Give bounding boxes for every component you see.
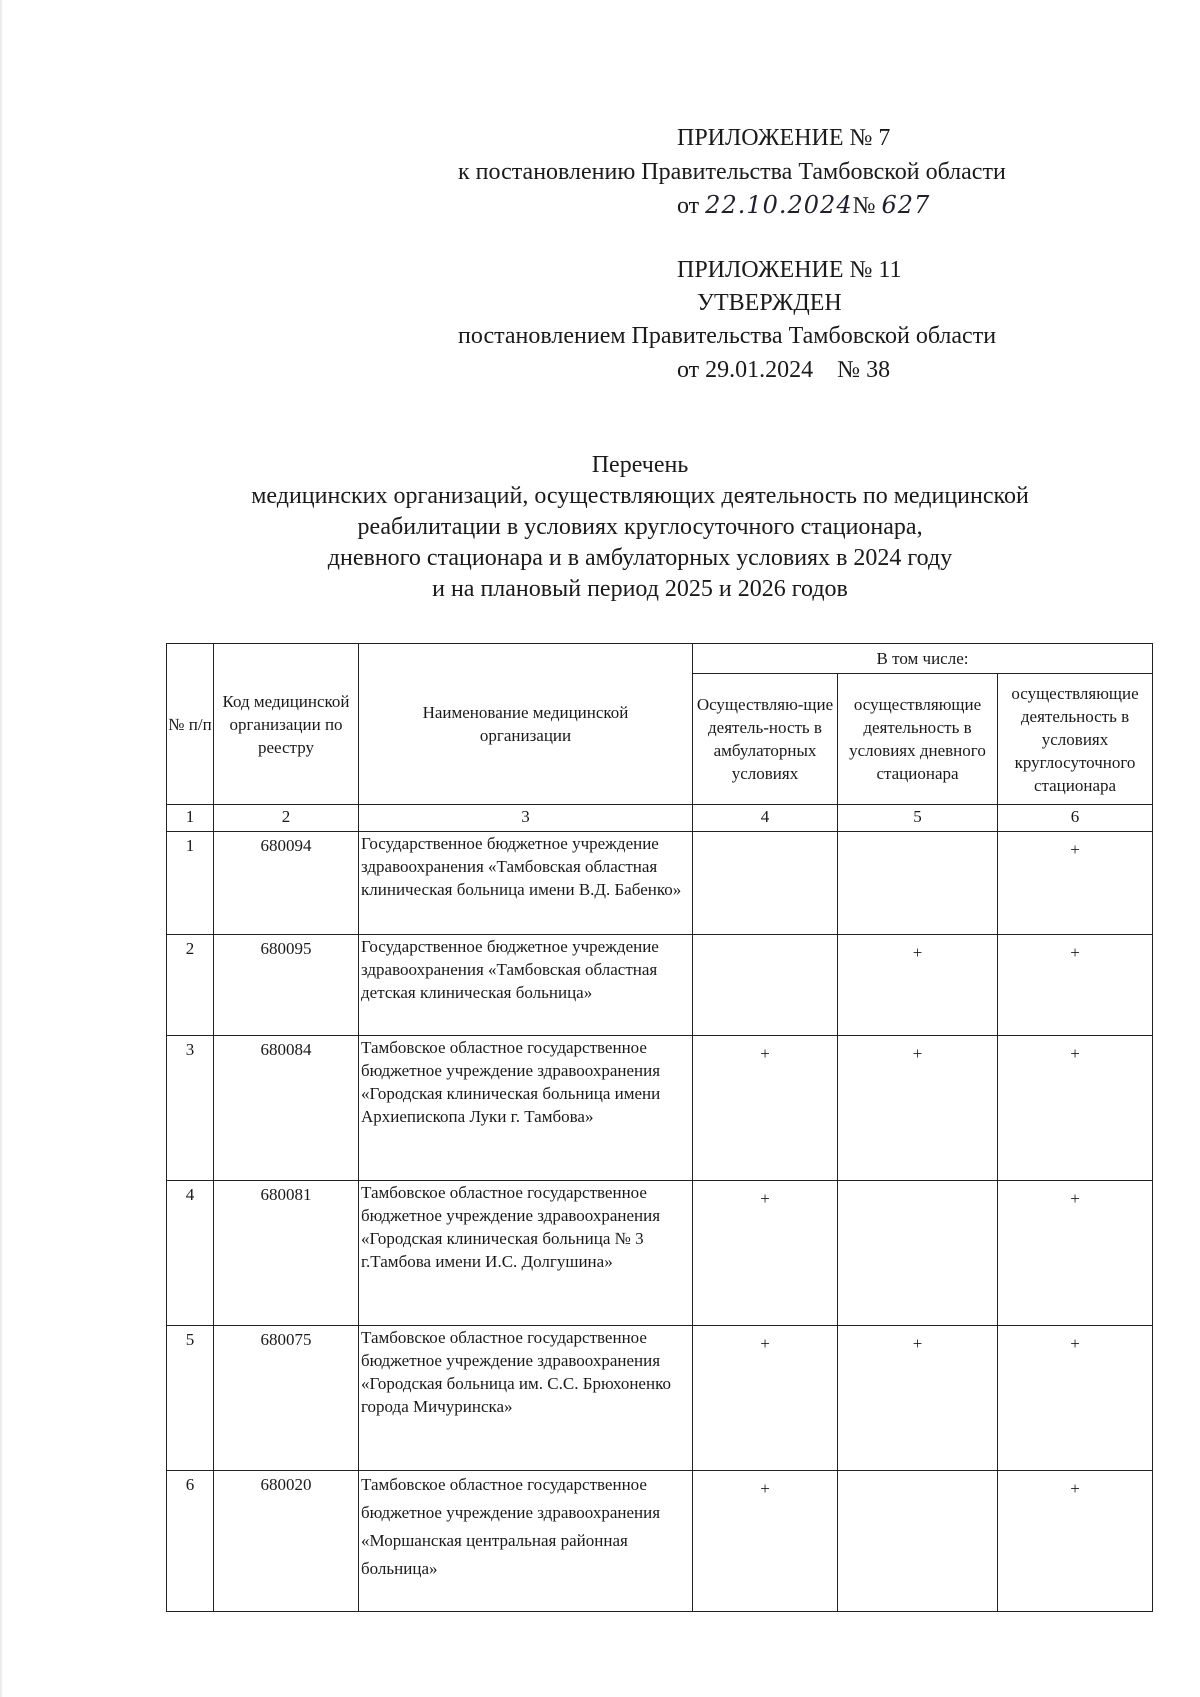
- row-day-hospital: [838, 832, 998, 935]
- title-line-5: и на плановый период 2025 и 2026 годов: [432, 576, 848, 602]
- row-name: Государственное бюджетное учреждение здравоохранения «Тамбовская областная детская клиническая больница»: [359, 935, 693, 1036]
- row-num: 4: [167, 1181, 214, 1326]
- row-day-hospital: [838, 1471, 998, 1612]
- row-code: 680095: [214, 935, 359, 1036]
- column-number: 6: [998, 805, 1153, 832]
- header-day-hospital: осуществляющие деятельность в условиях дневного стационара: [838, 674, 998, 805]
- row-round-clock: +: [998, 1181, 1153, 1326]
- row-code: 680094: [214, 832, 359, 935]
- row-outpatient: +: [693, 1036, 838, 1181]
- approved-by: постановлением Правительства Тамбовской области: [458, 323, 997, 349]
- table-row: [167, 1036, 1153, 1181]
- row-round-clock: +: [998, 1471, 1153, 1612]
- appendix7-date-line: [677, 191, 930, 220]
- column-number-row: [167, 805, 1153, 832]
- row-outpatient: [693, 935, 838, 1036]
- column-number: 3: [359, 805, 693, 832]
- header-row-1: [167, 644, 1153, 674]
- scan-edge: [0, 0, 3, 1697]
- title-line-2: медицинских организаций, осуществляющих деятельность по медицинской: [251, 483, 1029, 509]
- row-num: 2: [167, 935, 214, 1036]
- appendix7-no-sign: №: [852, 193, 876, 219]
- row-name: Тамбовское областное государственное бюджетное учреждение здравоохранения «Моршанская центральная районная больница»: [359, 1471, 693, 1612]
- row-num: 1: [167, 832, 214, 935]
- title-line-1: Перечень: [591, 452, 689, 478]
- header-round-clock: осуществляющие деятельность в условиях круглосуточного стационара: [998, 674, 1153, 805]
- column-number: 4: [693, 805, 838, 832]
- column-number: 1: [167, 805, 214, 832]
- row-day-hospital: +: [838, 935, 998, 1036]
- table-row: [167, 1471, 1153, 1612]
- row-round-clock: +: [998, 1036, 1153, 1181]
- handwritten-date: 22.10.2024: [705, 191, 853, 219]
- row-outpatient: +: [693, 1181, 838, 1326]
- appendix7-to: к постановлению Правительства Тамбовской области: [458, 159, 1006, 185]
- header-outpatient: Осуществляю-щие деятель-ность в амбулаторных условиях: [693, 674, 838, 805]
- row-round-clock: +: [998, 1326, 1153, 1471]
- row-name: Тамбовское областное государственное бюджетное учреждение здравоохранения «Городская клиническая больница имени Архиепископа Луки г. Тамбова»: [359, 1036, 693, 1181]
- header-code: Код медицинской организации по реестру: [214, 644, 359, 805]
- table-row: [167, 1326, 1153, 1471]
- organizations-table: [166, 643, 1153, 1612]
- table-row: [167, 1181, 1153, 1326]
- approved-label: УТВЕРЖДЕН: [697, 290, 842, 316]
- row-code: 680081: [214, 1181, 359, 1326]
- row-outpatient: +: [693, 1471, 838, 1612]
- appendix7-from: от: [677, 193, 700, 219]
- title-line-4: дневного стационара и в амбулаторных условиях в 2024 году: [327, 545, 953, 571]
- table-row: [167, 832, 1153, 935]
- approved-date-line: от 29.01.2024 № 38: [677, 357, 891, 383]
- row-day-hospital: +: [838, 1326, 998, 1471]
- header-num: № п/п: [167, 644, 214, 805]
- table-row: [167, 935, 1153, 1036]
- title-line-3: реабилитации в условиях круглосуточного стационара,: [357, 514, 923, 540]
- row-day-hospital: [838, 1181, 998, 1326]
- row-num: 6: [167, 1471, 214, 1612]
- row-num: 3: [167, 1036, 214, 1181]
- column-number: 2: [214, 805, 359, 832]
- row-name: Государственное бюджетное учреждение здравоохранения «Тамбовская областная клиническая больница имени В.Д. Бабенко»: [359, 832, 693, 935]
- handwritten-number: 627: [881, 191, 931, 219]
- header-including: В том числе:: [693, 644, 1153, 674]
- row-code: 680084: [214, 1036, 359, 1181]
- row-code: 680020: [214, 1471, 359, 1612]
- document-title: [160, 450, 1120, 605]
- row-day-hospital: +: [838, 1036, 998, 1181]
- row-code: 680075: [214, 1326, 359, 1471]
- column-number: 5: [838, 805, 998, 832]
- row-round-clock: +: [998, 832, 1153, 935]
- row-round-clock: +: [998, 935, 1153, 1036]
- appendix7-title: ПРИЛОЖЕНИЕ № 7: [677, 125, 891, 151]
- row-num: 5: [167, 1326, 214, 1471]
- header-name: Наименование медицинской организации: [359, 644, 693, 805]
- row-outpatient: [693, 832, 838, 935]
- row-name: Тамбовское областное государственное бюджетное учреждение здравоохранения «Городская больница им. С.С. Брюхоненко города Мичуринска»: [359, 1326, 693, 1471]
- row-outpatient: +: [693, 1326, 838, 1471]
- appendix11-title: ПРИЛОЖЕНИЕ № 11: [677, 257, 902, 283]
- row-name: Тамбовское областное государственное бюджетное учреждение здравоохранения «Городская клиническая больница № 3 г.Тамбова имени И.С. Долгушина»: [359, 1181, 693, 1326]
